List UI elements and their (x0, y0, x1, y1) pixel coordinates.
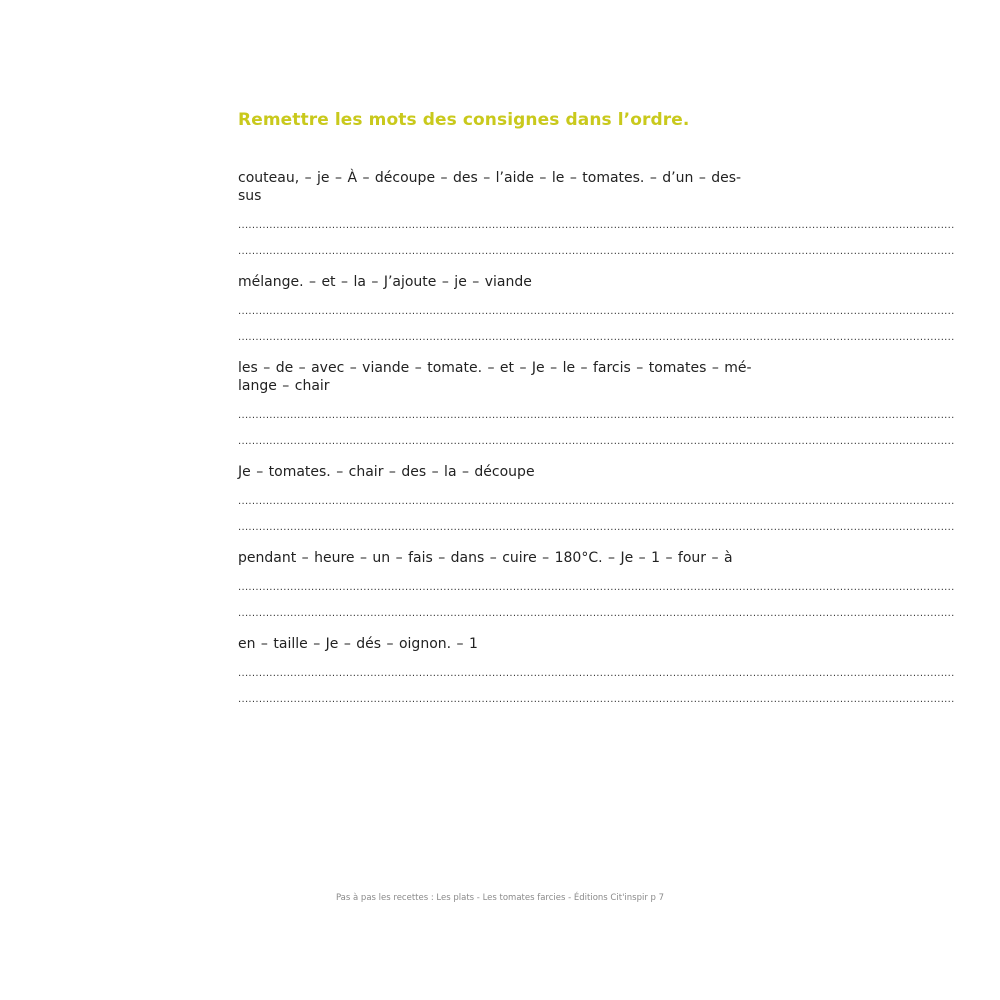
dotted-line: .............................................................................................................................................................................................................. (238, 220, 955, 231)
exercise-prompt-line: couteau, – je – À – découpe – des – l’aide – le – tomates. – d’un – des- (238, 170, 742, 186)
answer-line[interactable] (238, 507, 955, 533)
dotted-line: .............................................................................................................................................................................................................. (238, 436, 955, 447)
answer-line[interactable] (238, 593, 955, 619)
dotted-line: .............................................................................................................................................................................................................. (238, 608, 955, 619)
exercise-prompt-line: pendant – heure – un – fais – dans – cuire – 180°C. – Je – 1 – four – à (238, 550, 733, 566)
exercise-4 (238, 463, 955, 533)
answer-line[interactable] (238, 421, 955, 447)
answer-line[interactable] (238, 567, 955, 593)
exercise-1 (238, 169, 955, 257)
exercise-2 (238, 273, 955, 343)
answer-line[interactable] (238, 653, 955, 679)
dotted-line: .............................................................................................................................................................................................................. (238, 668, 955, 679)
page-title: Remettre les mots des consignes dans l’ordre. (238, 110, 690, 130)
dotted-line: .............................................................................................................................................................................................................. (238, 410, 955, 421)
answer-line[interactable] (238, 481, 955, 507)
answer-line[interactable] (238, 679, 955, 705)
exercise-list (238, 169, 955, 705)
exercise-6 (238, 635, 955, 705)
exercise-prompt-line: en – taille – Je – dés – oignon. – 1 (238, 636, 478, 652)
answer-line[interactable] (238, 291, 955, 317)
answer-line[interactable] (238, 395, 955, 421)
dotted-line: .............................................................................................................................................................................................................. (238, 694, 955, 705)
exercise-prompt-line: les – de – avec – viande – tomate. – et – Je – le – farcis – tomates – mé- (238, 360, 752, 376)
exercise-3 (238, 359, 955, 447)
exercise-prompt-line: lange – chair (238, 378, 330, 394)
exercise-5 (238, 549, 955, 619)
answer-line[interactable] (238, 231, 955, 257)
exercise-prompt-line: Je – tomates. – chair – des – la – découpe (238, 464, 535, 480)
answer-line[interactable] (238, 317, 955, 343)
exercise-prompt-line: sus (238, 188, 262, 204)
dotted-line: .............................................................................................................................................................................................................. (238, 332, 955, 343)
dotted-line: .............................................................................................................................................................................................................. (238, 246, 955, 257)
answer-line[interactable] (238, 205, 955, 231)
dotted-line: .............................................................................................................................................................................................................. (238, 522, 955, 533)
dotted-line: .............................................................................................................................................................................................................. (238, 306, 955, 317)
exercise-prompt-line: mélange. – et – la – J’ajoute – je – viande (238, 274, 532, 290)
page-footer: Pas à pas les recettes : Les plats - Les tomates farcies - Éditions Cit'inspir p 7 (335, 893, 665, 903)
dotted-line: .............................................................................................................................................................................................................. (238, 582, 955, 593)
dotted-line: .............................................................................................................................................................................................................. (238, 496, 955, 507)
